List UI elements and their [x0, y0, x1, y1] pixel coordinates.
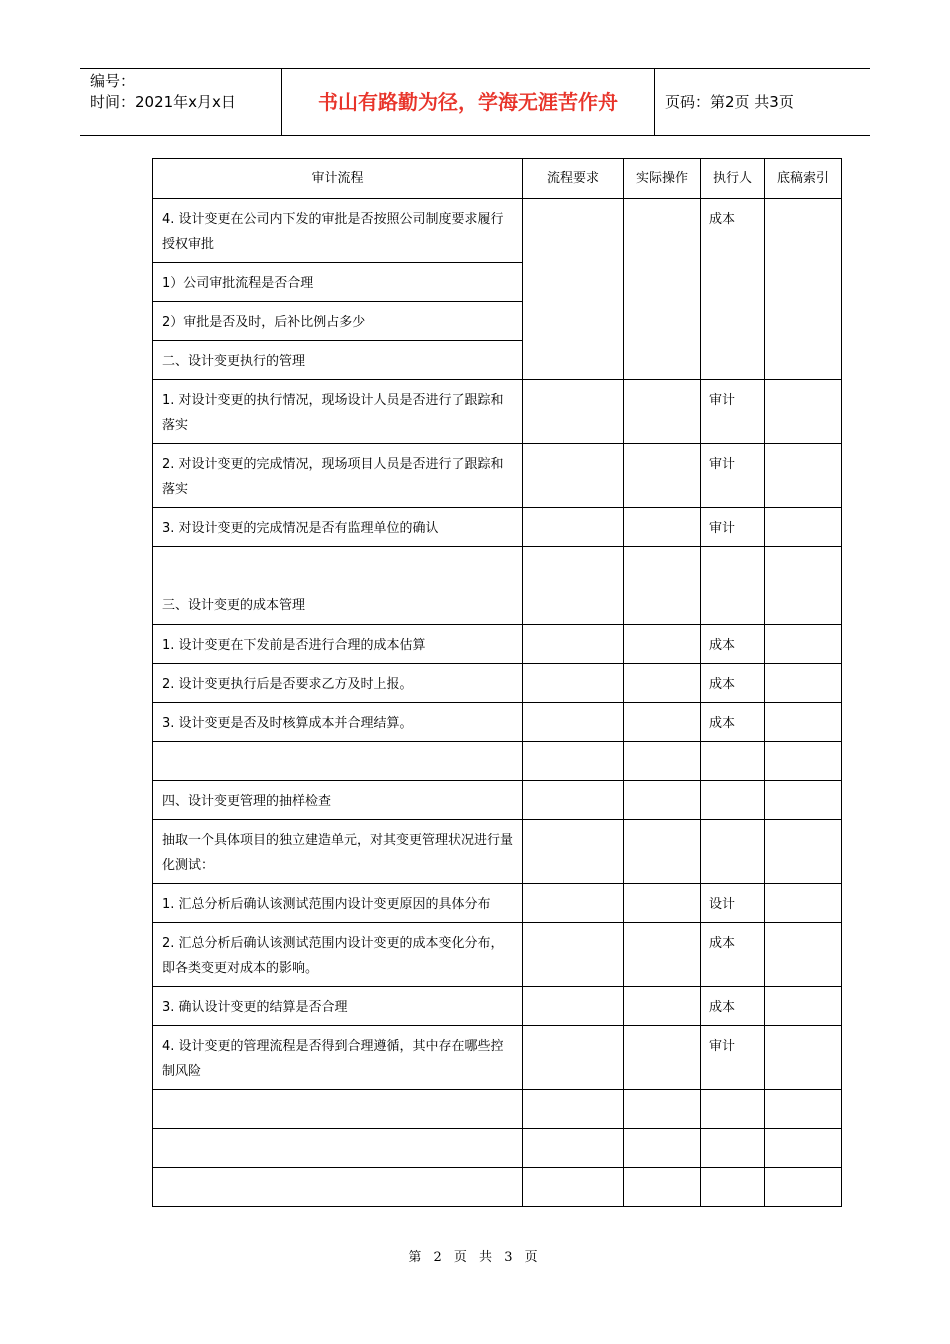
index-cell — [765, 1168, 842, 1207]
executor-cell: 设计 — [701, 884, 765, 923]
section-title-cell: 三、设计变更的成本管理 — [153, 547, 523, 625]
actual-cell — [624, 884, 701, 923]
column-header-executor: 执行人 — [701, 159, 765, 199]
actual-cell — [624, 380, 701, 444]
requirement-cell — [523, 547, 624, 625]
process-cell: 3. 对设计变更的完成情况是否有监理单位的确认 — [153, 508, 523, 547]
index-cell — [765, 923, 842, 987]
executor-cell: 成本 — [701, 923, 765, 987]
table-row — [153, 781, 842, 820]
table-row-empty — [153, 1168, 842, 1207]
index-cell — [765, 547, 842, 625]
index-cell — [765, 508, 842, 547]
table-row — [153, 1026, 842, 1090]
table-row — [153, 820, 842, 884]
requirement-cell — [523, 1090, 624, 1129]
index-cell — [765, 380, 842, 444]
requirement-cell — [523, 742, 624, 781]
actual-cell — [624, 781, 701, 820]
process-cell: 2）审批是否及时，后补比例占多少 — [153, 302, 523, 341]
executor-cell: 审计 — [701, 508, 765, 547]
column-header-actual: 实际操作 — [624, 159, 701, 199]
process-cell: 4. 设计变更在公司内下发的审批是否按照公司制度要求履行授权审批 — [153, 199, 523, 263]
actual-cell — [624, 1090, 701, 1129]
index-cell — [765, 199, 842, 380]
requirement-cell — [523, 1168, 624, 1207]
requirement-cell — [523, 703, 624, 742]
process-cell: 1. 对设计变更的执行情况，现场设计人员是否进行了跟踪和落实 — [153, 380, 523, 444]
requirement-cell — [523, 625, 624, 664]
page-header — [80, 68, 870, 136]
executor-cell — [701, 820, 765, 884]
table-row-empty — [153, 1129, 842, 1168]
requirement-cell — [523, 884, 624, 923]
process-cell: 2. 对设计变更的完成情况，现场项目人员是否进行了跟踪和落实 — [153, 444, 523, 508]
table-header-row — [153, 159, 842, 199]
executor-cell: 成本 — [701, 703, 765, 742]
executor-cell: 审计 — [701, 444, 765, 508]
process-cell — [153, 1168, 523, 1207]
number-label: 编号： — [90, 72, 136, 90]
executor-cell — [701, 742, 765, 781]
index-cell — [765, 781, 842, 820]
actual-cell — [624, 664, 701, 703]
process-cell — [153, 1129, 523, 1168]
table-row — [153, 380, 842, 444]
table-row — [153, 508, 842, 547]
executor-cell: 成本 — [701, 199, 765, 380]
index-cell — [765, 987, 842, 1026]
executor-cell — [701, 1129, 765, 1168]
process-cell: 4. 设计变更的管理流程是否得到合理遵循，其中存在哪些控制风险 — [153, 1026, 523, 1090]
column-header-requirement: 流程要求 — [523, 159, 624, 199]
actual-cell — [624, 444, 701, 508]
process-cell — [153, 1090, 523, 1129]
header-motto: 书山有路勤为径，学海无涯苦作舟 — [282, 69, 655, 135]
requirement-cell — [523, 987, 624, 1026]
process-cell: 2. 汇总分析后确认该测试范围内设计变更的成本变化分布，即各类变更对成本的影响。 — [153, 923, 523, 987]
index-cell — [765, 625, 842, 664]
executor-cell — [701, 547, 765, 625]
index-cell — [765, 1129, 842, 1168]
column-header-process: 审计流程 — [153, 159, 523, 199]
executor-cell: 审计 — [701, 1026, 765, 1090]
requirement-cell — [523, 1129, 624, 1168]
process-cell — [153, 742, 523, 781]
executor-cell — [701, 1090, 765, 1129]
process-cell: 2. 设计变更执行后是否要求乙方及时上报。 — [153, 664, 523, 703]
actual-cell — [624, 923, 701, 987]
requirement-cell — [523, 781, 624, 820]
header-meta — [80, 69, 282, 135]
executor-cell — [701, 1168, 765, 1207]
index-cell — [765, 1090, 842, 1129]
table-row — [153, 547, 842, 625]
process-cell: 1. 设计变更在下发前是否进行合理的成本估算 — [153, 625, 523, 664]
requirement-cell — [523, 508, 624, 547]
requirement-cell — [523, 923, 624, 987]
table-row — [153, 444, 842, 508]
table-row — [153, 625, 842, 664]
actual-cell — [624, 987, 701, 1026]
column-header-index: 底稿索引 — [765, 159, 842, 199]
requirement-cell — [523, 1026, 624, 1090]
executor-cell: 成本 — [701, 987, 765, 1026]
actual-cell — [624, 625, 701, 664]
table-row — [153, 703, 842, 742]
process-cell: 3. 确认设计变更的结算是否合理 — [153, 987, 523, 1026]
actual-cell — [624, 547, 701, 625]
actual-cell — [624, 820, 701, 884]
index-cell — [765, 742, 842, 781]
actual-cell — [624, 199, 701, 380]
header-page-info: 页码：第2页 共3页 — [665, 93, 794, 111]
index-cell — [765, 884, 842, 923]
executor-cell: 成本 — [701, 664, 765, 703]
actual-cell — [624, 508, 701, 547]
page-footer: 第 2 页 共 3 页 — [408, 1250, 542, 1265]
actual-cell — [624, 1026, 701, 1090]
table-row — [153, 199, 842, 263]
index-cell — [765, 703, 842, 742]
process-cell: 3. 设计变更是否及时核算成本并合理结算。 — [153, 703, 523, 742]
executor-cell — [701, 781, 765, 820]
index-cell — [765, 444, 842, 508]
audit-process-table — [152, 158, 842, 1207]
actual-cell — [624, 1168, 701, 1207]
index-cell — [765, 664, 842, 703]
actual-cell — [624, 1129, 701, 1168]
table-row — [153, 884, 842, 923]
process-cell: 1）公司审批流程是否合理 — [153, 263, 523, 302]
time-label: 时间：2021年x月x日 — [90, 93, 236, 111]
index-cell — [765, 820, 842, 884]
index-cell — [765, 1026, 842, 1090]
requirement-cell — [523, 820, 624, 884]
section-title-cell: 四、设计变更管理的抽样检查 — [153, 781, 523, 820]
requirement-cell — [523, 664, 624, 703]
table-row-empty — [153, 742, 842, 781]
process-cell: 抽取一个具体项目的独立建造单元，对其变更管理状况进行量化测试： — [153, 820, 523, 884]
executor-cell: 成本 — [701, 625, 765, 664]
process-cell: 1. 汇总分析后确认该测试范围内设计变更原因的具体分布 — [153, 884, 523, 923]
actual-cell — [624, 742, 701, 781]
actual-cell — [624, 703, 701, 742]
requirement-cell — [523, 199, 624, 380]
requirement-cell — [523, 444, 624, 508]
executor-cell: 审计 — [701, 380, 765, 444]
requirement-cell — [523, 380, 624, 444]
table-row — [153, 987, 842, 1026]
table-row-empty — [153, 1090, 842, 1129]
table-row — [153, 664, 842, 703]
table-row — [153, 923, 842, 987]
section-title-cell: 二、设计变更执行的管理 — [153, 341, 523, 380]
